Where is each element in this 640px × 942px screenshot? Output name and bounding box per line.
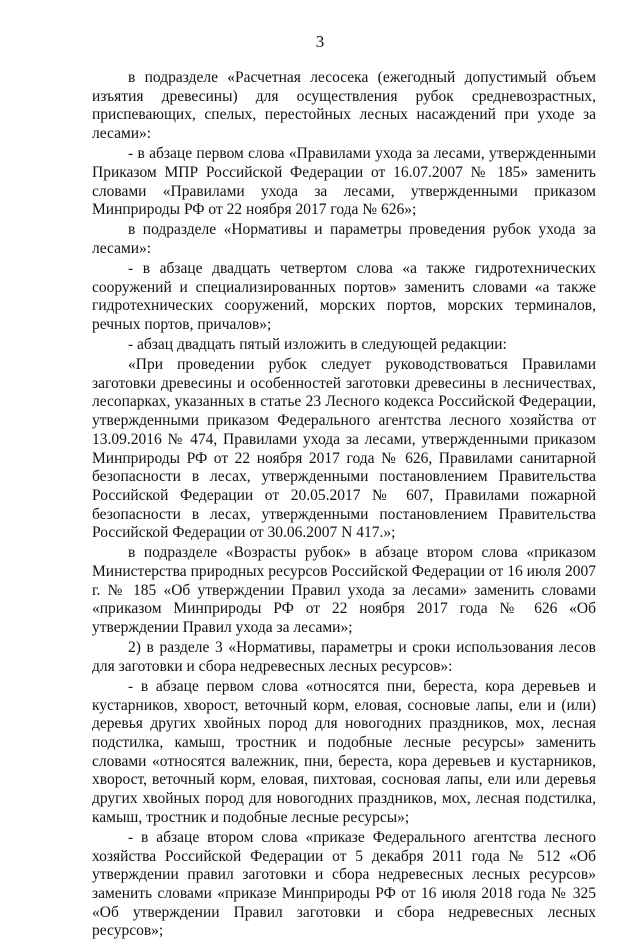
paragraph-2: - в абзаце первом слова «Правилами ухода за лесами, утвержденными Приказом МПР Российской Федерации от 16.07.2007 № 185» заменить словами «Правилами ухода за лесами, утвержденными приказом Минприроды РФ от 22 ноября 2017 года № 626»; [92,145,596,219]
page-number: 3 [315,32,325,51]
paragraph-8: 2) в разделе 3 «Нормативы, параметры и сроки использования лесов для заготовки и сбора недревесных лесных ресурсов»: [92,639,596,675]
paragraph-3: в подразделе «Нормативы и параметры проведения рубок ухода за лесами»: [92,221,596,257]
paragraph-1: в подразделе «Расчетная лесосека (ежегодный допустимый объем изъятия древесины) для осуществления рубок средневозрастных, приспевающих, спелых, перестойных лесных насаждений при уходе за лесами»: [92,69,596,143]
paragraph-10: - в абзаце втором слова «приказе Федерального агентства лесного хозяйства Российской Федерации от 5 декабря 2011 года № 512 «Об утверждении правил заготовки и сбора недревесных лесных ресурсов» заменить словами «приказе Минприроды РФ от 16 июля 2018 года № 325 «Об утверждении Правил заготовки и сбора недревесных лесных ресурсов»; [92,828,596,940]
paragraph-9: - в абзаце первом слова «относятся пни, береста, кора деревьев и кустарников, хворост, веточный корм, еловая, сосновые лапы, ели и (или) деревья других хвойных пород для новогодних праздников, мох, лесная подстилка, камыш, тростник и подобные лесные ресурсы» заменить словами «относятся валежник, пни, береста, кора деревьев и кустарников, хворост, веточный корм, еловая, пихтовая, сосновая лапы, ели или деревья других хвойных пород для новогодних праздников, мох, лесная подстилка, камыш, тростник и подобные лесные ресурсы»; [92,677,596,826]
paragraph-4: - в абзаце двадцать четвертом слова «а также гидротехнических сооружений и специализированных портов» заменить словами «а также гидротехнических сооружений, морских портов, морских терминалов, речных портов, причалов»; [92,259,596,334]
paragraph-6: «При проведении рубок следует руководствоваться Правилами заготовки древесины и особенностей заготовки древесины в лесничествах, лесопарках, указанных в статье 23 Лесного кодекса Российской Федерации, утвержденными приказом Федерального агентства лесного хозяйства от 13.09.2016 № 474, Правилами ухода за лесами, утвержденными приказом Минприроды РФ от 22 ноября 2017 года № 626, Правилами санитарной безопасности в лесах, утвержденными постановлением Правительства Российской Федерации от 20.05.2017 № 607, Правилами пожарной безопасности в лесах, утвержденными постановлением Правительства Российской Федерации от 30.06.2007 N 417.»; [92,356,596,542]
document-body [92,69,596,942]
paragraph-7: в подразделе «Возрасты рубок» в абзаце втором слова «приказом Министерства природных ресурсов Российской Федерации от 16 июля 2007 г. № 185 «Об утверждении Правил ухода за лесами» заменить словами «приказом Минприроды РФ от 22 ноября 2017 года № 626 «Об утверждении Правил ухода за лесами»; [92,544,596,637]
paragraph-5: - абзац двадцать пятый изложить в следующей редакции: [128,336,507,354]
